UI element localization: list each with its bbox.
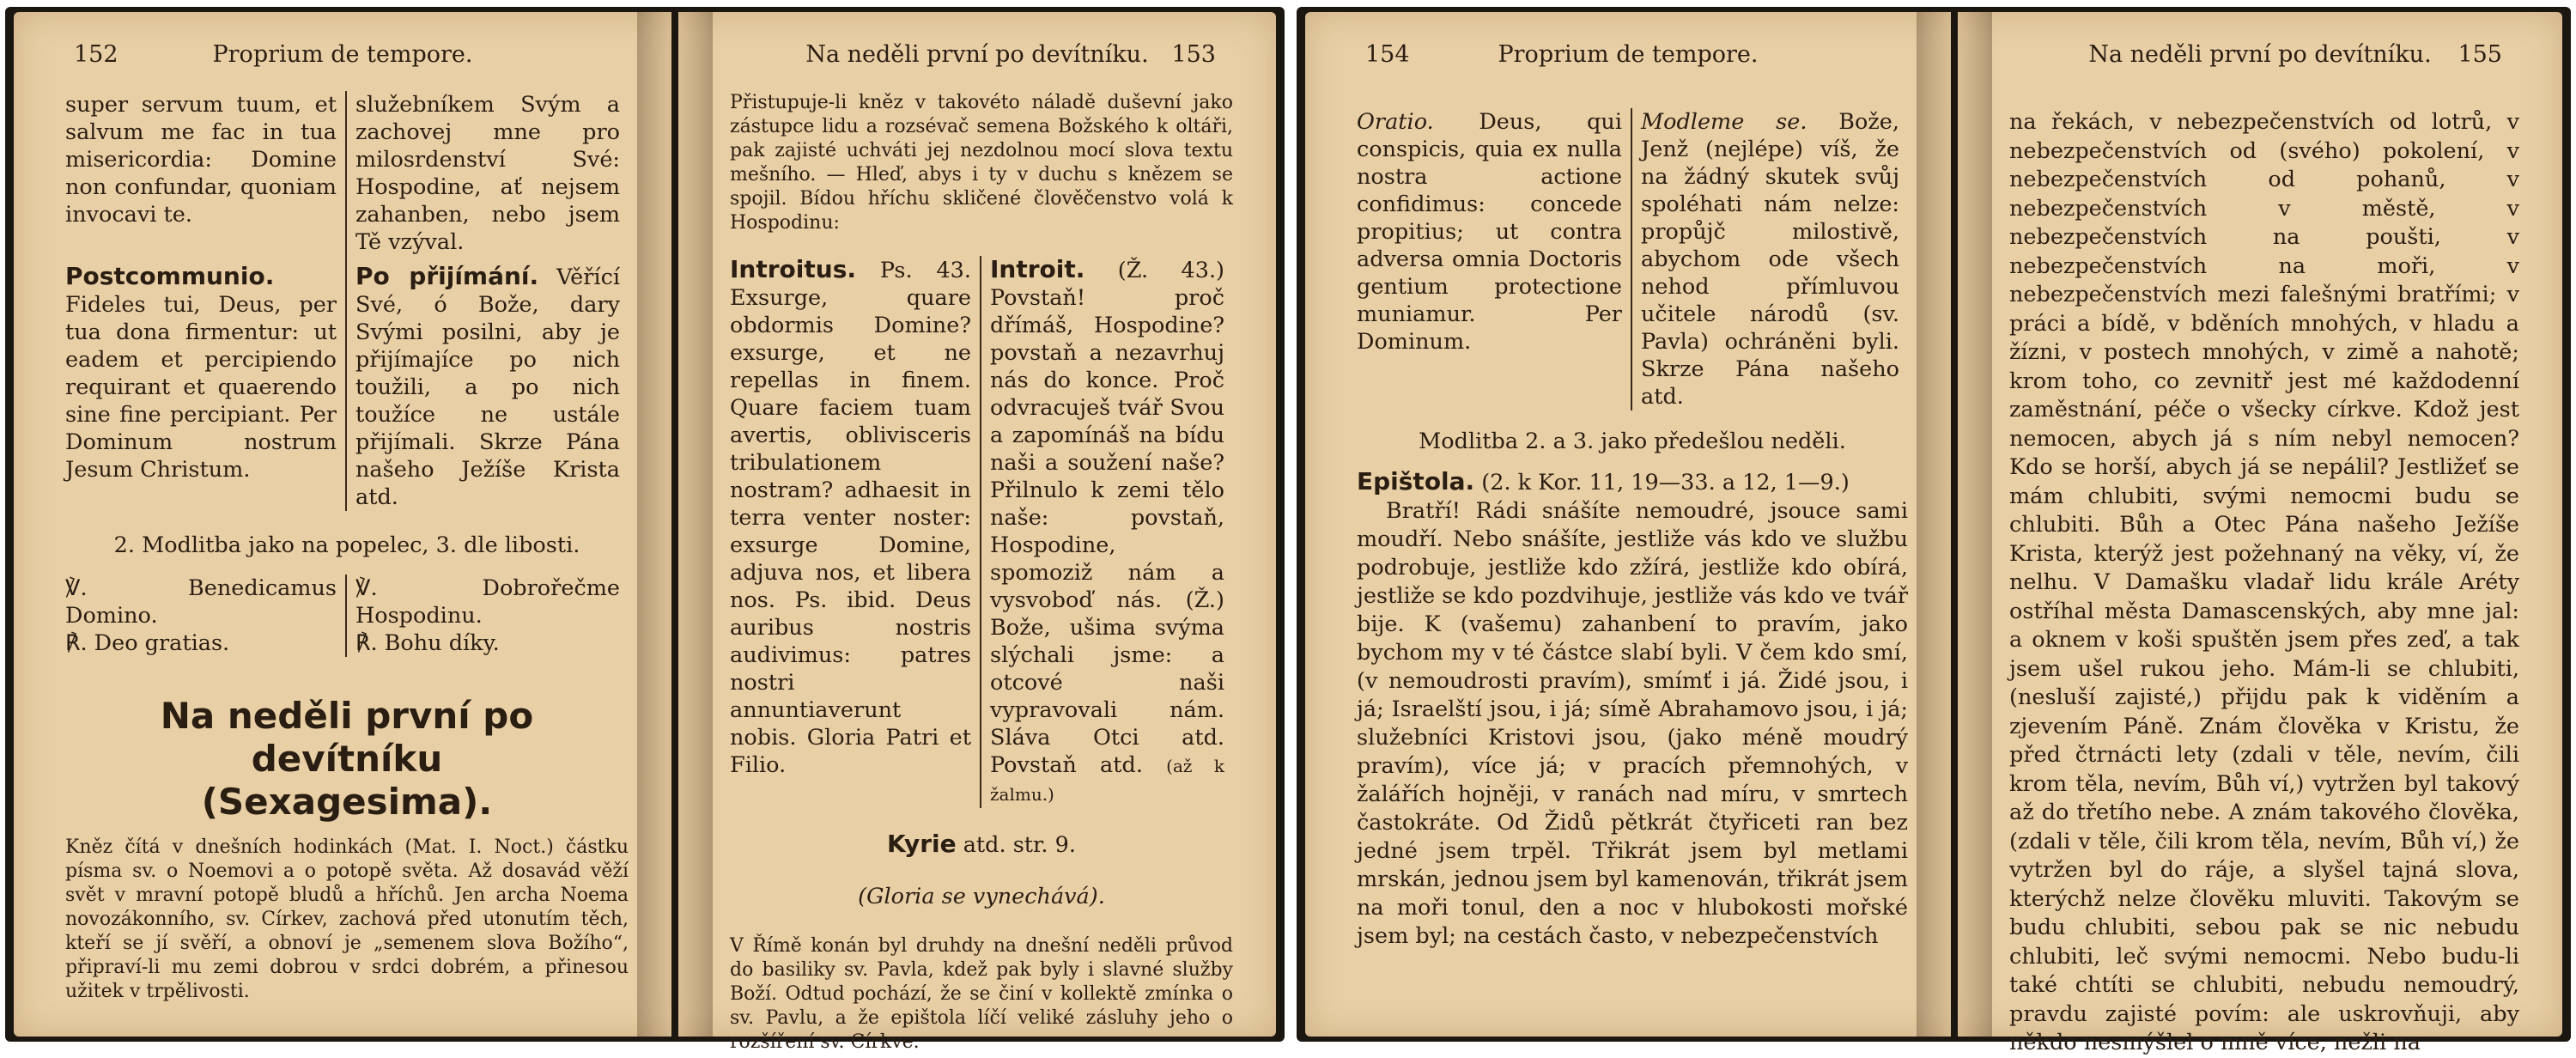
page-header (1365, 41, 1891, 76)
gloria-note: (Gloria se vynechává). (858, 884, 1105, 909)
modlitba-note: 2. Modlitba jako na popelec, 3. dle libosti. (113, 532, 580, 558)
sunday-subheading: (Sexagesima). (201, 781, 493, 823)
postcommunio-heading: Postcommunio. (65, 262, 275, 290)
historical-note: V Římě konán byl druhdy na dnešní neděli průvod do basiliky sv. Pavla, kdež pak byly i slavné služby Boží. Odtud pochází, že se činí v kollektě zmínka o sv. Pavlu, a že epištola líčí veliké zásluhy jeho o rozšíření sv. Církve. (730, 935, 1233, 1053)
page-number: 152 (74, 41, 118, 68)
kyrie-text: atd. str. 9. (963, 832, 1076, 858)
modleme-text: Bože, Jenž (nejlépe) víš, že na žádný skutek svůj spoléhati nám nelze: propůjč milostivě, abychom ode všech nehod přímluvou učitele národů (sv. Pavla) ochráněni byli. Skrze Pána našeho atd. (1641, 109, 1899, 410)
po-prijimani-heading: Po přijímání. (355, 262, 539, 290)
introduction-text: Přistupuje-li kněz v takovéto náladě duševní jako zástupce lidu a rozsévač semena Božského k oltáři, pak zajisté uchváti jej nezdolnou mocí slova textu mešního. — Hleď, abys i ty v duchu s knězem se spojil. Bídou hříchu skličené člověčenstvo volá k Hospodinu: (730, 92, 1233, 234)
left-book-spread (5, 7, 1285, 1053)
latin-versicle (65, 575, 347, 657)
page-number: 154 (1365, 41, 1410, 68)
epistola-reference: (2. k Kor. 11, 19—33. a 12, 1—9.) (1481, 470, 1850, 496)
czech-versicle (347, 575, 629, 657)
page-155 (1958, 12, 2562, 1055)
modleme-heading: Modleme se. (1641, 109, 1807, 135)
versicle-latin: ℣. Benedicamus Domino. (65, 575, 337, 629)
oratio-text: Deus, qui conspicis, quia ex nulla nostra actione confidimus: concede propitius; ut contra adversa omnia Doctoris gentium protectione muniamur. Per Dominum. (1357, 109, 1622, 355)
page-header (74, 41, 611, 76)
right-book-spread (1297, 7, 2571, 1055)
response-latin: ℟. Deo gratias. (65, 630, 230, 656)
page-header (738, 41, 1216, 76)
postcommunio-text: Fideles tui, Deus, per tua dona firmentur: ut eadem et percipiendo requirant et quaerendo sine fine percipiant. Per Dominum nostrum Jesum Christum. (65, 292, 337, 483)
prayer-columns (65, 91, 629, 511)
czech-text: služebníkem Svým a zachovej mne pro milosrdenství Své: Hospodine, ať nejsem zahanben, nebo jsem Tě vzýval. (355, 92, 620, 255)
page-153 (678, 12, 1276, 1053)
czech-column (981, 256, 1233, 808)
running-title: Na neděli první po devítníku. (805, 41, 1149, 68)
introit-heading: Introit. (990, 255, 1085, 283)
running-title: Na neděli první po devítníku. (2088, 41, 2432, 68)
page-154 (1305, 12, 1951, 1037)
czech-column (1632, 108, 1908, 410)
kyrie-heading: Kyrie (887, 830, 957, 858)
po-prijimani-text: Věřící Své, ó Bože, dary Svými posilni, aby je přijímajíce po nich toužili, a po nich toužíce ne ustále přijímali. Skrze Pána našeho Ježíše Krista atd. (355, 264, 621, 510)
epistola-continuation: na řekách, v nebezpečenstvích od lotrů, v nebezpečenstvích od (svého) pokolení, v nebezpečenstvích od pohanů, v nebezpečenstvích v městě, v nebezpečenstvích na poušti, v nebezpečenstvích na moři, v nebezpečenstvích mezi falešnými bratřími; v práci a bídě, v bděních mnohých, v hladu a žízni, v postech mnohých, v zimě a nahotě; krom toho, co zevnitř jest mé každodenní zaměstnání, péče o všecky církve. Kdož jest nemocen, abych já s ním nebyl nemocen? Kdo se horší, abych já se nepálil? Jestližeť se mám chlubiti, svými nemocmi budu se chlubiti. Bůh a Otec Pána našeho Ježíše Krista, kterýž jest požehnaný na věky, ví, že nelhu. V Damašku vladař lidu krále Aréty ostříhal města Damascenských, aby mne jal: a oknem v koši spuštěn jsem přes zeď, a tak jsem ušel rukou jeho. Mám-li se chlubiti, (nesluší zajisté,) přijdu pak k viděním a zjevením Páně. Znám člověka v Kristu, že před čtrnácti lety (zdali v těle, nevím, čili krom těla, nevím, Bůh ví,) vytržen byl takový až do třetího nebe. A znám takového člověka, (zdali v těle, čili krom těla, nevím, Bůh ví,) že vytržen byl do ráje, a slyšel tajná slova, kterýchž nelze člověku mluviti. Takovým se budu chlubiti, sebou pak se nic nebudu chlubiti, leč svými nemocmi. Nebo budu-li také chtíti se chlubiti, nebudu nemoudrý, pravdu zajisté povím: ale uskrovňuji, aby někdo nesmýšlel o mně více, nežli na (2009, 109, 2519, 1055)
introitus-text: Ps. 43. Exsurge, quare obdormis Domine? exsurge, et ne repellas in finem. Quare faciem tuam avertis, oblivisceris tribulationem nostram? adhaesit in terra venter noster: exsurge Domine, adjuva nos, et libera nos. Ps. ibid. Deus auribus nostris audivimus: patres nostri annuntiaverunt nobis. Gloria Patri et Filio. (730, 258, 971, 778)
latin-column (65, 91, 347, 511)
versicle-czech: ℣. Dobrořečme Hospodinu. (355, 575, 620, 629)
latin-column (1357, 108, 1632, 410)
running-title: Proprium de tempore. (1498, 41, 1759, 68)
page-number: 155 (2458, 41, 2502, 68)
epistola-text: Bratří! Rádi snášíte nemoudré, jsouce sami moudří. Nebo snášíte, jestliže vás kdo ve službu podrobuje, jestliže kdo zžírá, jestliže kdo obírá, jestliže se kdo pozdvihuje, jestliže vás kdo ve tvář bije. K (vašemu) zahanbení to pravím, jako bychom my v té částce slabí byli. V čem kdo smí, (v nemoudrosti pravím), smímť i já. Židé jsou, i já; Israelští jsou, i já; símě Abrahamovo jsou, i já; služebníci Kristovi jsou, (jako méně moudrý pravím), více já; v pracích přemnohých, v žalářích hojněji, v ranách nad míru, v smrtech častokráte. Od Židů pětkrát čtyřiceti ran bez jedné jsem trpěl. Třikrát jsem byl metlami mrskán, jednou jsem byl kamenován, třikrát jsem na moři tonul, den a noc v hlubokosti mořské jsem byl; na cestách často, v nebezpečenstvích (1357, 498, 1908, 949)
czech-column (347, 91, 629, 511)
running-title: Proprium de tempore. (212, 41, 473, 68)
latin-column (730, 256, 981, 808)
introit-note: (až k žalmu.) (990, 756, 1225, 805)
latin-text: super servum tuum, et salvum me fac in tua misericordia: Domine non confundar, quoniam invocavi te. (65, 92, 337, 228)
modlitba-note: Modlitba 2. a 3. jako předešlou neděli. (1419, 429, 1846, 454)
sunday-heading: Na neděli první po devítníku (160, 695, 534, 780)
epistola-heading: Epištola. (1357, 467, 1475, 496)
oratio-columns (1357, 108, 1908, 410)
page-152 (14, 12, 671, 1037)
oratio-heading: Oratio. (1357, 109, 1434, 135)
introit-columns (730, 256, 1233, 808)
introitus-heading: Introitus. (730, 255, 856, 283)
response-czech: ℟. Bohu díky. (355, 630, 500, 656)
versicle-columns (65, 575, 629, 657)
introit-text: (Ž. 43.) Povstaň! proč dřímáš, Hospodine? povstaň a nezavrhuj nás do konce. Proč odvracuješ tvář Svou a zapomínáš na bídu naši a soužení naše? Přilnulo k zemi tělo naše: povstaň, Hospodine, spomoziž nám a vysvoboď nás. (Ž.) Bože, ušima svýma slýchali jsme: a otcové naši vypravovali nám. Sláva Otci atd. Povstaň atd. (990, 258, 1225, 778)
introduction-text: Kněz čítá v dnešních hodinkách (Mat. I. Noct.) částku písma sv. o Noemovi a o potopě světa. Až dosavád věží svět v mravní potopě bludů a hříchů. Jen archa Noema novozákonního, sv. Církev, zachová před utonutím těch, kteří se jí svěří, a obnoví je „semenem slova Božího“, připraví-li mu zemi dobrou v srdci dobrém, a přinesou užitek v trpělivosti. (65, 836, 629, 1002)
page-number: 153 (1171, 41, 1216, 68)
page-header (2018, 41, 2502, 76)
